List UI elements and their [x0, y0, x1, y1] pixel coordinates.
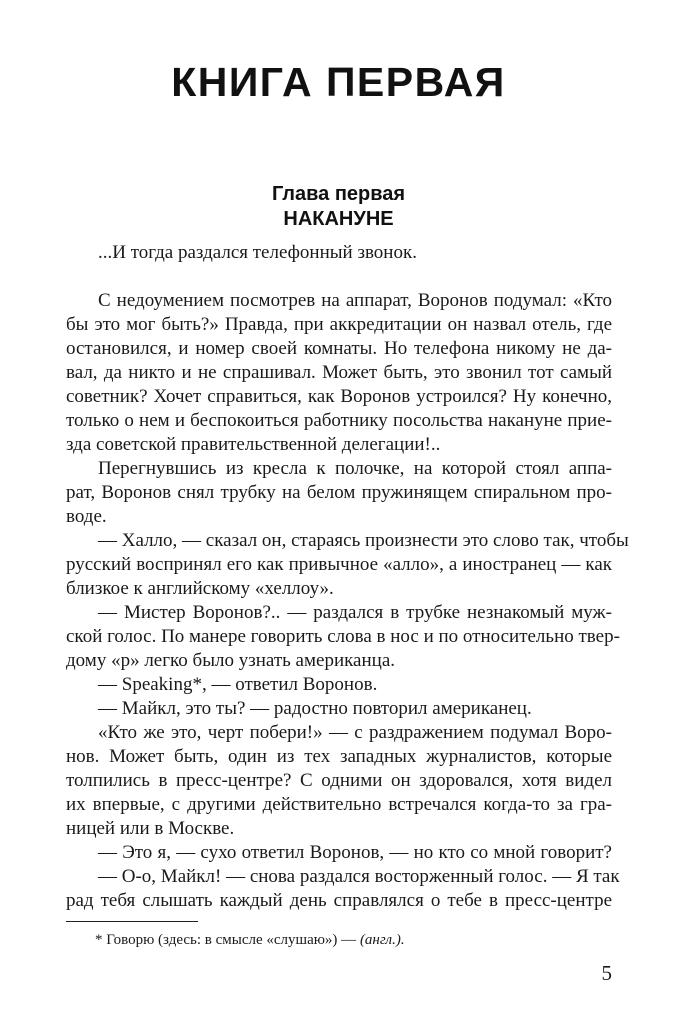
text-line: — Мистер Воронов?.. — раздался в трубке незнакомый муж- — [98, 602, 612, 623]
footnote — [95, 930, 405, 950]
text-line: «Кто же это, черт побери!» — с раздражением подумал Воро- — [98, 722, 612, 743]
text-line: С недоумением посмотрев на аппарат, Воронов подумал: «Кто — [98, 290, 612, 311]
text-line: толпились в пресс-центре? С одними он здоровался, хотя видел — [66, 770, 612, 791]
text-line: нов. Может быть, один из тех западных журналистов, которые — [66, 746, 612, 767]
text-line: зда советской правительственной делегации!.. — [66, 434, 441, 455]
footnote-divider — [66, 921, 198, 922]
text-line: советник? Хочет справиться, как Воронов устроился? Ну конечно, — [66, 386, 612, 407]
page-number: 5 — [601, 961, 612, 985]
book-title: КНИГА ПЕРВАЯ — [171, 59, 506, 105]
text-line: ...И тогда раздался телефонный звонок. — [98, 242, 417, 263]
text-line: — Майкл, это ты? — радостно повторил американец. — [98, 698, 532, 719]
text-line: бы это мог быть?» Правда, при аккредитации он назвал отель, где — [66, 314, 612, 335]
text-line: Перегнувшись из кресла к полочке, на которой стоял аппа- — [98, 458, 612, 479]
text-line: дому «р» легко было узнать американца. — [66, 650, 396, 671]
footnote-text: * Говорю (здесь: в смысле «слушаю») — — [95, 932, 360, 948]
text-line: их впервые, с другими действительно встречался когда-то за гра- — [66, 794, 612, 815]
text-line: — Халло, — сказал он, стараясь произнести это слово так, чтобы — [98, 530, 629, 551]
text-line: вал, да никто и не спрашивал. Может быть, это звонил тот самый — [66, 362, 612, 383]
text-line: рат, Воронов снял трубку на белом пружинящем спиральном про- — [66, 482, 612, 503]
footnote-language-note: (англ.). — [359, 932, 405, 948]
text-line: — О-о, Майкл! — снова раздался восторженный голос. — Я так — [98, 866, 620, 887]
text-line: воде. — [66, 506, 107, 527]
text-line: рад тебя слышать каждый день справлялся о тебе в пресс-центре — [66, 890, 612, 911]
chapter-label: Глава первая — [271, 183, 406, 205]
chapter-title: НАКАНУНЕ — [283, 208, 394, 230]
text-line: — Speaking*, — ответил Воронов. — [98, 674, 378, 695]
text-line: ской голос. По манере говорить слова в нос и по относительно твер- — [66, 626, 620, 647]
text-line: остановился, и номер своей комнаты. Но телефона никому не да- — [66, 338, 612, 359]
text-line: только о нем и беспокоиться работнику посольства накануне прие- — [66, 410, 612, 431]
text-line: ницей или в Москве. — [66, 818, 235, 839]
text-line: близкое к английскому «хеллоу». — [66, 578, 334, 599]
text-line: — Это я, — сухо ответил Воронов, — но кто со мной говорит? — [98, 842, 612, 863]
text-line: русский воспринял его как привычное «алло», а иностранец — как — [66, 554, 612, 575]
